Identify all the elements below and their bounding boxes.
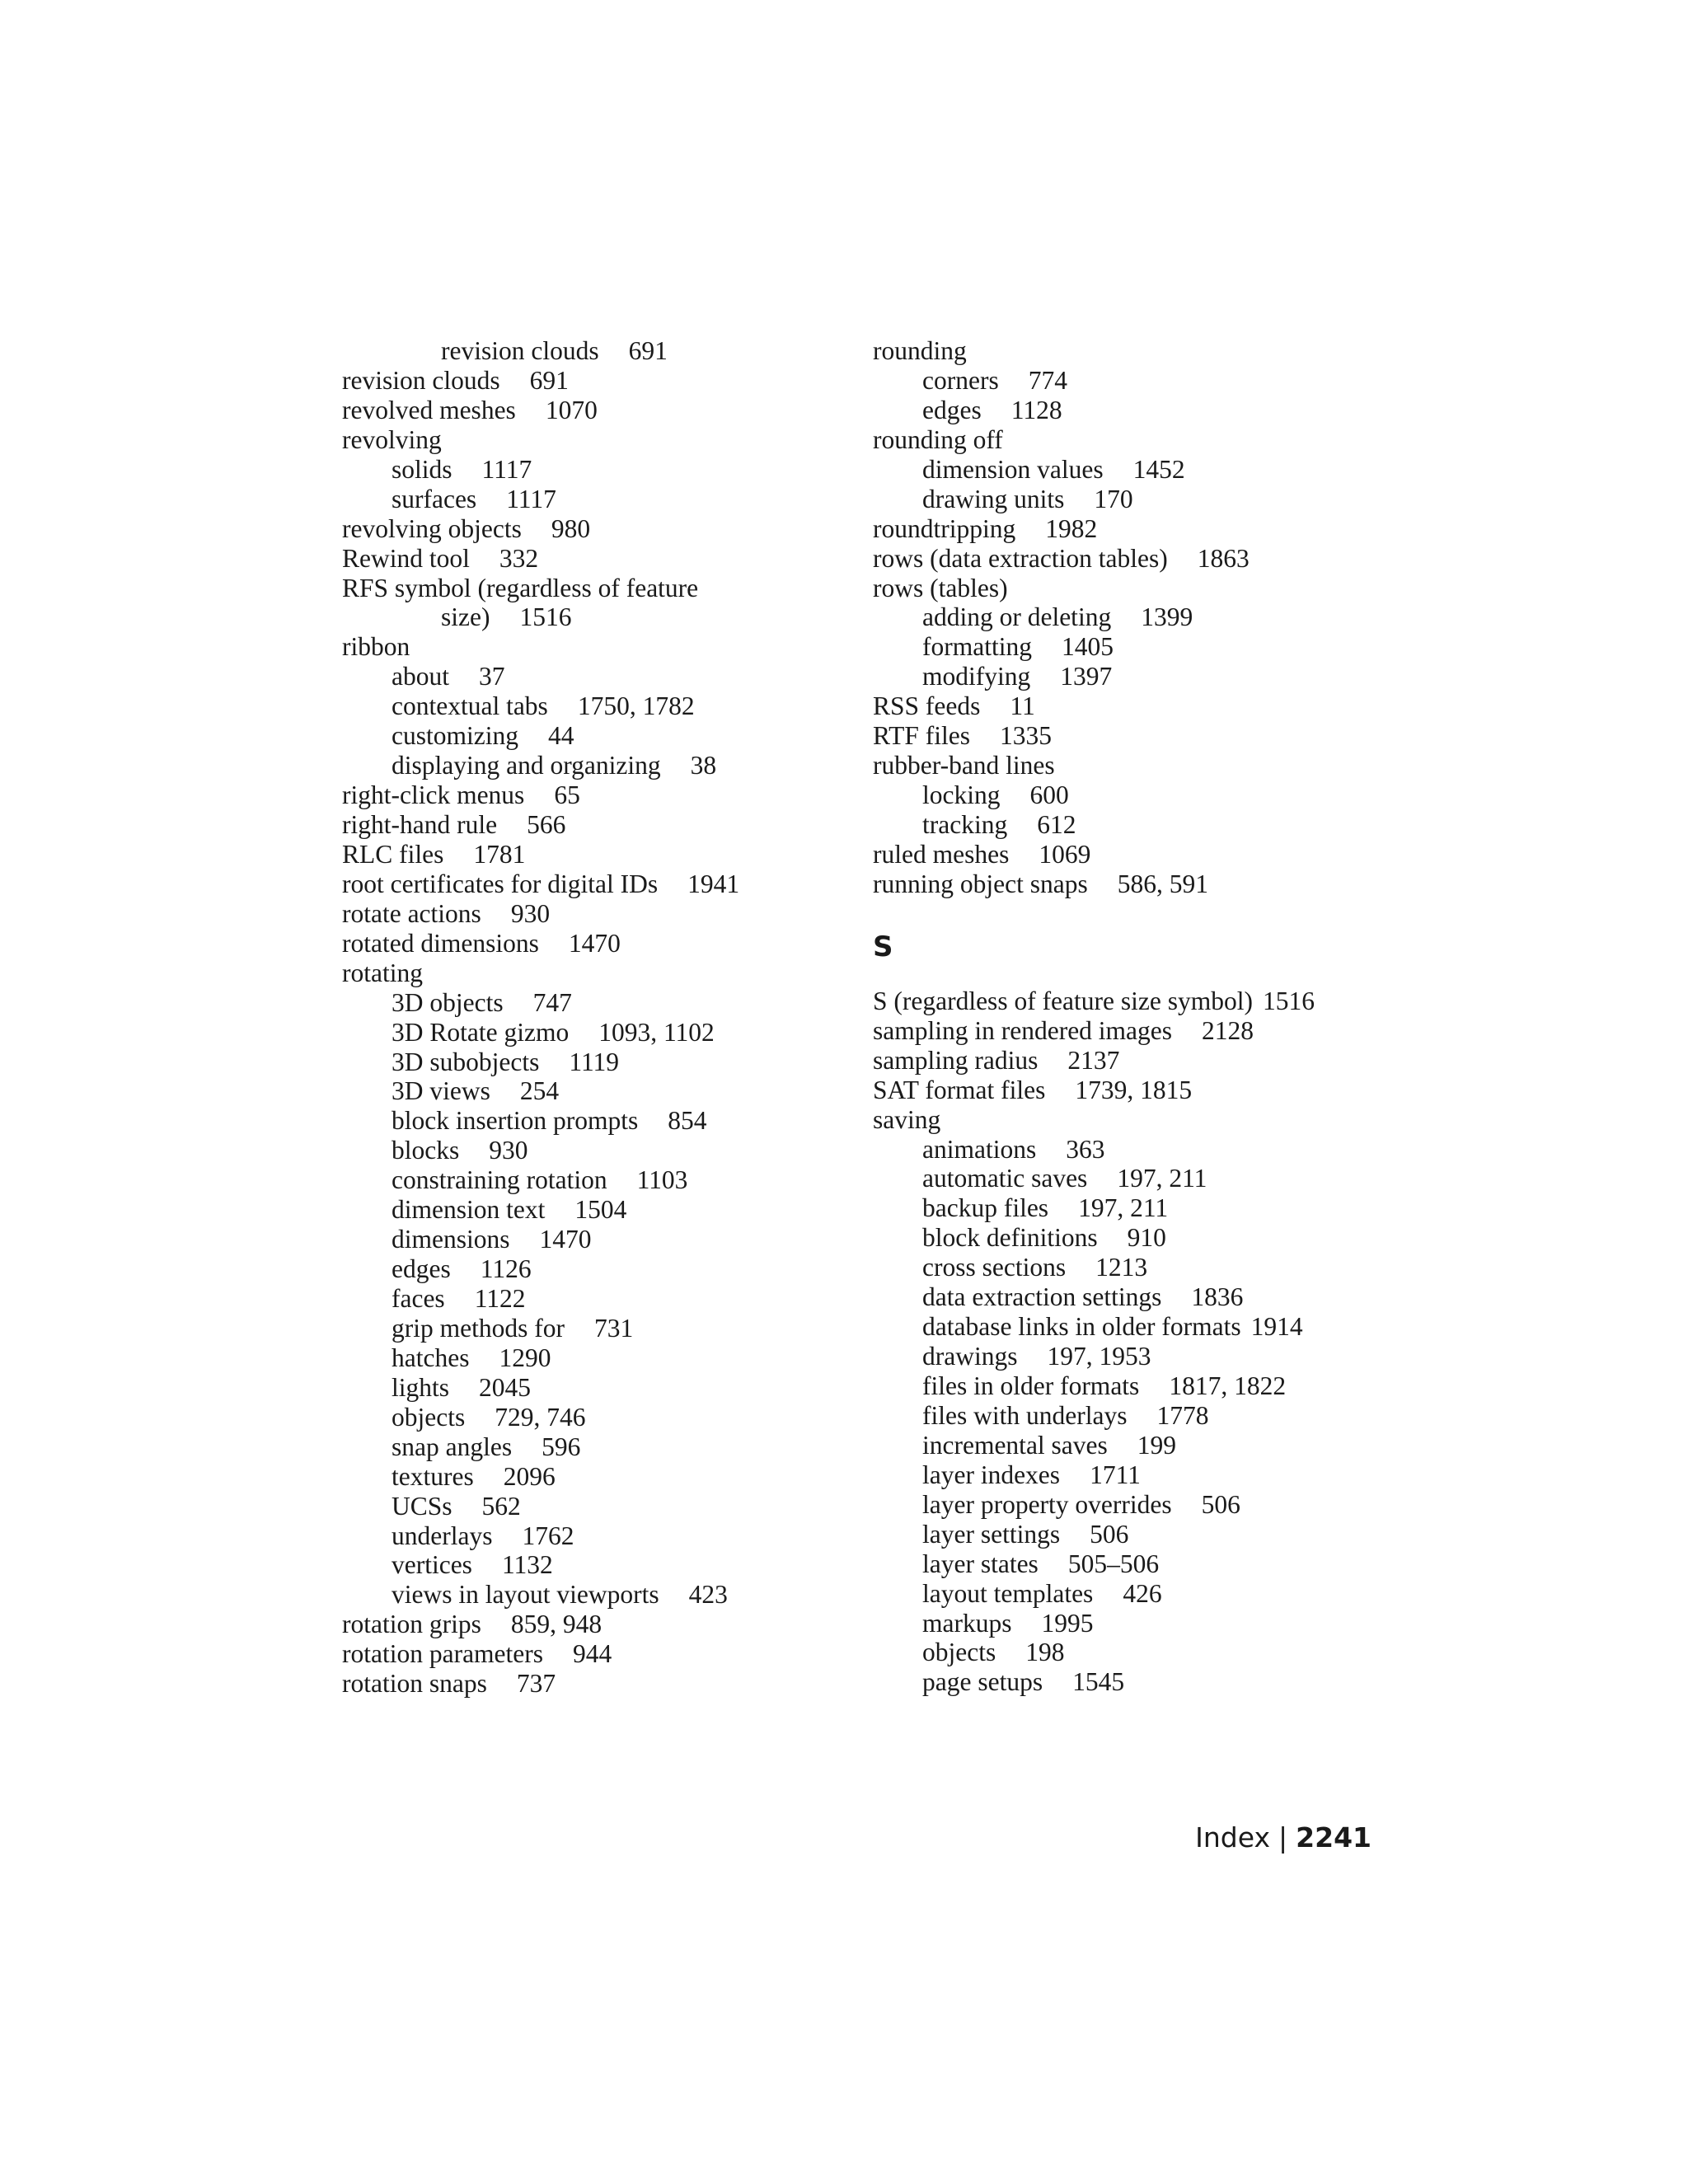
index-entry: [342, 1254, 853, 1284]
index-pages: 1213: [1095, 1253, 1148, 1282]
index-pages: 1119: [569, 1047, 620, 1076]
index-pages: 2128: [1202, 1015, 1254, 1045]
index-term: sampling in rendered images: [873, 1015, 1173, 1045]
index-pages: 1122: [474, 1284, 526, 1313]
index-entry: [873, 1135, 1400, 1165]
index-pages: 600: [1029, 780, 1069, 810]
index-pages: 1397: [1060, 662, 1113, 691]
index-term: layer property overrides: [922, 1489, 1172, 1519]
index-term: revolved meshes: [342, 395, 516, 424]
section-gap: [873, 899, 1400, 929]
index-term: edges: [392, 1254, 451, 1284]
index-entry: [873, 425, 1400, 455]
index-entry: [342, 840, 853, 869]
index-pages: 2137: [1067, 1045, 1120, 1075]
index-entry: [342, 1047, 853, 1077]
index-entry: [342, 958, 853, 988]
index-term: tracking: [922, 810, 1008, 839]
index-pages: 170: [1094, 484, 1133, 513]
index-term: animations: [922, 1134, 1037, 1164]
index-term: rounding off: [873, 424, 1003, 454]
index-pages: 1504: [574, 1195, 627, 1225]
index-entry: [873, 1223, 1400, 1253]
index-pages: 197, 1953: [1047, 1342, 1151, 1371]
index-pages: 1335: [1000, 721, 1052, 751]
index-entry: [342, 1225, 853, 1254]
index-entry: [873, 366, 1400, 396]
index-entry: [342, 1462, 853, 1492]
index-term: rotated dimensions: [342, 928, 539, 958]
index-term: revision clouds: [441, 336, 599, 365]
index-entry: [873, 1076, 1400, 1105]
index-term: layer states: [922, 1549, 1039, 1578]
index-entry: [873, 869, 1400, 899]
index-entry: [873, 1312, 1400, 1342]
index-term: ribbon: [342, 632, 410, 662]
index-entry: [873, 840, 1400, 869]
index-term: RTF files: [873, 721, 970, 751]
index-term: about: [392, 662, 449, 691]
index-pages: 586, 591: [1117, 869, 1208, 898]
index-pages: 1711: [1090, 1460, 1141, 1489]
index-entry: [873, 1520, 1400, 1549]
index-entry: [873, 1193, 1400, 1223]
footer-label: Index: [1195, 1821, 1271, 1854]
index-pages: 1762: [522, 1521, 574, 1550]
index-pages: 1117: [481, 454, 532, 484]
index-term: edges: [922, 395, 982, 424]
index-pages: 1470: [568, 928, 621, 958]
index-pages: 2096: [503, 1461, 556, 1491]
index-pages: 505–506: [1067, 1549, 1160, 1578]
index-entry: [873, 1431, 1400, 1460]
index-entry: [342, 1432, 853, 1462]
index-entry: [873, 396, 1400, 425]
index-entry: [342, 544, 853, 574]
index-entry: [342, 1669, 853, 1699]
index-term: rubber-band lines: [873, 751, 1055, 780]
index-pages: 930: [510, 898, 551, 928]
index-pages: 1405: [1061, 632, 1114, 662]
index-term: textures: [392, 1461, 474, 1491]
index-entry: [342, 1610, 853, 1639]
index-entry: [873, 485, 1400, 514]
index-entry: [342, 662, 853, 691]
index-pages: 11: [1010, 691, 1035, 721]
index-entry: [873, 1342, 1400, 1371]
index-entry: [873, 987, 1400, 1016]
index-term: drawings: [922, 1342, 1018, 1371]
index-pages: 562: [481, 1491, 521, 1521]
index-pages: 37: [478, 662, 505, 691]
index-entry: [873, 1253, 1400, 1282]
index-term: locking: [922, 780, 1001, 810]
index-pages: 1545: [1072, 1667, 1125, 1697]
index-entry: [342, 1550, 853, 1580]
index-entry: [342, 1521, 853, 1551]
index-entry: [873, 574, 1400, 603]
index-pages: 2045: [479, 1372, 532, 1402]
index-entry: [342, 336, 853, 366]
index-group-r-entries: [873, 336, 1400, 899]
index-pages: 729, 746: [495, 1402, 586, 1432]
index-entry: [342, 1076, 853, 1106]
index-pages: 1452: [1132, 454, 1185, 484]
index-pages: 197, 211: [1078, 1193, 1169, 1223]
index-term: objects: [922, 1638, 996, 1667]
index-entry: [342, 425, 853, 455]
index-term: revolving: [342, 424, 442, 454]
index-term: right-click menus: [342, 780, 525, 810]
index-pages: 363: [1066, 1134, 1105, 1164]
index-entry: [873, 514, 1400, 544]
index-term: 3D Rotate gizmo: [392, 1017, 570, 1047]
index-pages: 423: [688, 1580, 728, 1610]
index-entry: [873, 1579, 1400, 1609]
index-term: blocks: [392, 1136, 460, 1165]
index-entry: [342, 396, 853, 425]
index-term: right-hand rule: [342, 810, 498, 839]
page-number: 2241: [1296, 1821, 1372, 1854]
index-pages: 1817, 1822: [1169, 1371, 1287, 1400]
index-entry: [342, 899, 853, 929]
index-entry: [873, 662, 1400, 691]
index-entry: [342, 602, 853, 632]
index-term: markups: [922, 1608, 1012, 1638]
index-term: page setups: [922, 1667, 1043, 1697]
index-entry: [342, 988, 853, 1018]
index-entry: [873, 336, 1400, 366]
index-term: files with underlays: [922, 1400, 1128, 1430]
index-entry: [873, 1667, 1400, 1697]
index-pages: 859, 948: [510, 1610, 603, 1639]
index-entry: [342, 1373, 853, 1403]
index-term: dimension values: [922, 454, 1104, 484]
index-term: RFS symbol (regardless of feature: [342, 573, 699, 602]
index-entry: [873, 1401, 1400, 1431]
index-term: objects: [392, 1402, 466, 1432]
index-term: corners: [922, 365, 999, 395]
index-pages: 198: [1025, 1638, 1065, 1667]
index-entry: [342, 1492, 853, 1521]
index-entry: [342, 751, 853, 780]
index-entry: [342, 1639, 853, 1669]
index-term: rotating: [342, 958, 423, 987]
index-entry: [342, 810, 853, 840]
index-term: solids: [392, 454, 452, 484]
index-entry: [873, 1046, 1400, 1076]
index-pages: 747: [532, 987, 572, 1017]
index-entry: [342, 1165, 853, 1195]
index-entry: [873, 780, 1400, 810]
index-pages: 737: [516, 1669, 556, 1699]
index-pages: 1914: [1250, 1312, 1303, 1342]
index-entry: [342, 455, 853, 485]
index-entry: [873, 1371, 1400, 1401]
index-term: RLC files: [342, 839, 444, 869]
index-pages: 1836: [1191, 1282, 1244, 1312]
index-term: incremental saves: [922, 1430, 1108, 1460]
index-term: modifying: [922, 662, 1031, 691]
index-term: running object snaps: [873, 869, 1088, 898]
index-pages: 1781: [473, 839, 526, 869]
index-entry: [873, 1282, 1400, 1312]
index-pages: 1290: [499, 1343, 551, 1372]
index-pages: 65: [554, 780, 580, 810]
index-term: 3D views: [392, 1076, 490, 1106]
index-entry: [873, 1460, 1400, 1490]
index-term: block definitions: [922, 1223, 1098, 1253]
index-entry: [342, 1018, 853, 1047]
index-term: automatic saves: [922, 1164, 1088, 1193]
index-term: revision clouds: [342, 365, 500, 395]
index-pages: 1863: [1197, 543, 1250, 573]
index-pages: 1117: [506, 484, 556, 513]
index-term: sampling radius: [873, 1045, 1039, 1075]
index-entry: [342, 1314, 853, 1343]
index-entry: [342, 1136, 853, 1165]
index-pages: 566: [527, 810, 566, 839]
index-pages: 612: [1037, 810, 1076, 839]
index-term: 3D subobjects: [392, 1047, 540, 1076]
index-pages: 1982: [1045, 513, 1098, 543]
index-term: block insertion prompts: [392, 1106, 639, 1136]
index-term: vertices: [392, 1550, 472, 1580]
index-term: root certificates for digital IDs: [342, 869, 659, 898]
index-pages: 1069: [1039, 839, 1091, 869]
index-entry: [342, 1195, 853, 1225]
index-pages: 1750, 1782: [577, 691, 695, 721]
index-term: cross sections: [922, 1253, 1067, 1282]
index-pages: 1778: [1156, 1400, 1209, 1430]
index-term: rows (data extraction tables): [873, 543, 1168, 573]
index-pages: 1739, 1815: [1075, 1075, 1193, 1104]
index-term: dimensions: [392, 1225, 510, 1254]
index-term: rotation snaps: [342, 1669, 487, 1699]
index-pages: 1070: [545, 395, 598, 424]
index-entry: [873, 810, 1400, 840]
index-entry: [873, 1105, 1400, 1135]
index-pages: 254: [519, 1076, 560, 1106]
index-term: contextual tabs: [392, 691, 548, 721]
index-pages: 980: [551, 513, 591, 543]
index-pages: 731: [593, 1313, 634, 1343]
index-entry: [342, 1106, 853, 1136]
index-entry: [342, 514, 853, 544]
index-pages: 1103: [636, 1165, 688, 1195]
index-term: saving: [873, 1104, 941, 1134]
index-term: dimension text: [392, 1195, 546, 1225]
index-term: adding or deleting: [922, 602, 1112, 632]
index-entry: [873, 632, 1400, 662]
index-pages: 854: [668, 1106, 707, 1136]
index-term: UCSs: [392, 1491, 452, 1521]
index-pages: 1470: [539, 1225, 592, 1254]
index-entry: [342, 929, 853, 958]
index-term: faces: [392, 1284, 445, 1313]
index-pages: 38: [690, 751, 717, 780]
index-term: grip methods for: [392, 1313, 565, 1343]
index-term: roundtripping: [873, 513, 1016, 543]
index-term: surfaces: [392, 484, 477, 513]
index-entry: [342, 1580, 853, 1610]
index-term: backup files: [922, 1193, 1049, 1223]
index-term: rotate actions: [342, 898, 481, 928]
index-entry: [873, 1549, 1400, 1579]
index-entry: [873, 1638, 1400, 1667]
index-column-left: [342, 336, 853, 1699]
index-entry: [873, 1490, 1400, 1520]
index-entry: [342, 1284, 853, 1314]
index-term: 3D objects: [392, 987, 504, 1017]
index-term: Rewind tool: [342, 543, 470, 573]
index-entry: [873, 1164, 1400, 1193]
index-entry: [873, 751, 1400, 780]
index-term: lights: [392, 1372, 450, 1402]
index-pages: 910: [1127, 1223, 1166, 1253]
index-entry: [873, 1016, 1400, 1046]
index-term: revolving objects: [342, 513, 522, 543]
index-term: constraining rotation: [392, 1165, 607, 1195]
section-heading-s: S: [873, 930, 893, 963]
index-pages: 944: [573, 1639, 612, 1669]
index-entry: [342, 691, 853, 721]
index-term: size): [441, 602, 490, 632]
index-entry: [342, 632, 853, 662]
index-entry: [342, 1343, 853, 1373]
index-term: rows (tables): [873, 573, 1008, 602]
index-term: database links in older formats: [922, 1312, 1241, 1342]
index-term: ruled meshes: [873, 839, 1010, 869]
index-entry: [342, 721, 853, 751]
index-term: views in layout viewports: [392, 1580, 659, 1610]
index-term: S (regardless of feature size symbol): [873, 986, 1253, 1015]
index-column-right: [873, 336, 1400, 1697]
index-pages: 506: [1090, 1519, 1129, 1549]
index-term: rotation parameters: [342, 1639, 544, 1669]
index-pages: 1995: [1041, 1608, 1094, 1638]
index-pages: 1516: [519, 602, 572, 632]
index-pages: 1399: [1141, 602, 1193, 632]
index-term: displaying and organizing: [392, 751, 661, 780]
footer-separator: |: [1278, 1821, 1288, 1854]
index-group-s-entries: [873, 987, 1400, 1698]
index-term: hatches: [392, 1343, 470, 1372]
index-term: data extraction settings: [922, 1282, 1162, 1312]
index-term: customizing: [392, 721, 518, 751]
index-term: rotation grips: [342, 1610, 481, 1639]
index-pages: 1126: [480, 1254, 532, 1284]
index-pages: 596: [542, 1432, 581, 1461]
index-pages: 1093, 1102: [598, 1017, 715, 1047]
index-term: drawing units: [922, 484, 1065, 513]
index-pages: 44: [547, 721, 574, 751]
index-term: RSS feeds: [873, 691, 981, 721]
index-entry: [873, 721, 1400, 751]
index-pages: 506: [1201, 1489, 1240, 1519]
index-term: SAT format files: [873, 1075, 1046, 1104]
index-pages: 930: [489, 1136, 528, 1165]
index-entry: [342, 869, 853, 899]
index-entry: [342, 485, 853, 514]
index-term: layer indexes: [922, 1460, 1061, 1489]
page-footer: [1195, 1821, 1372, 1854]
index-pages: 691: [628, 336, 668, 365]
index-pages: 197, 211: [1117, 1164, 1207, 1193]
index-term: snap angles: [392, 1432, 513, 1461]
index-entry: [342, 1403, 853, 1432]
index-pages: 426: [1123, 1578, 1162, 1608]
index-pages: 1128: [1010, 395, 1062, 424]
index-entry: [342, 780, 853, 810]
index-pages: 1132: [501, 1550, 553, 1580]
index-entry: [873, 455, 1400, 485]
index-term: layer settings: [922, 1519, 1061, 1549]
index-term: files in older formats: [922, 1371, 1140, 1400]
index-entry: [873, 691, 1400, 721]
index-term: rounding: [873, 336, 967, 365]
index-entry: [342, 574, 853, 603]
index-entry: [873, 1609, 1400, 1638]
index-entry: [873, 544, 1400, 574]
index-entry: [873, 602, 1400, 632]
index-pages: 774: [1028, 365, 1067, 395]
index-pages: 1941: [687, 869, 740, 898]
index-pages: 332: [499, 543, 539, 573]
index-term: underlays: [392, 1521, 493, 1550]
index-term: layout templates: [922, 1578, 1094, 1608]
index-entry: [342, 366, 853, 396]
index-term: formatting: [922, 632, 1032, 662]
index-pages: 691: [529, 365, 569, 395]
index-pages: 1516: [1262, 986, 1315, 1015]
index-pages: 199: [1137, 1430, 1177, 1460]
